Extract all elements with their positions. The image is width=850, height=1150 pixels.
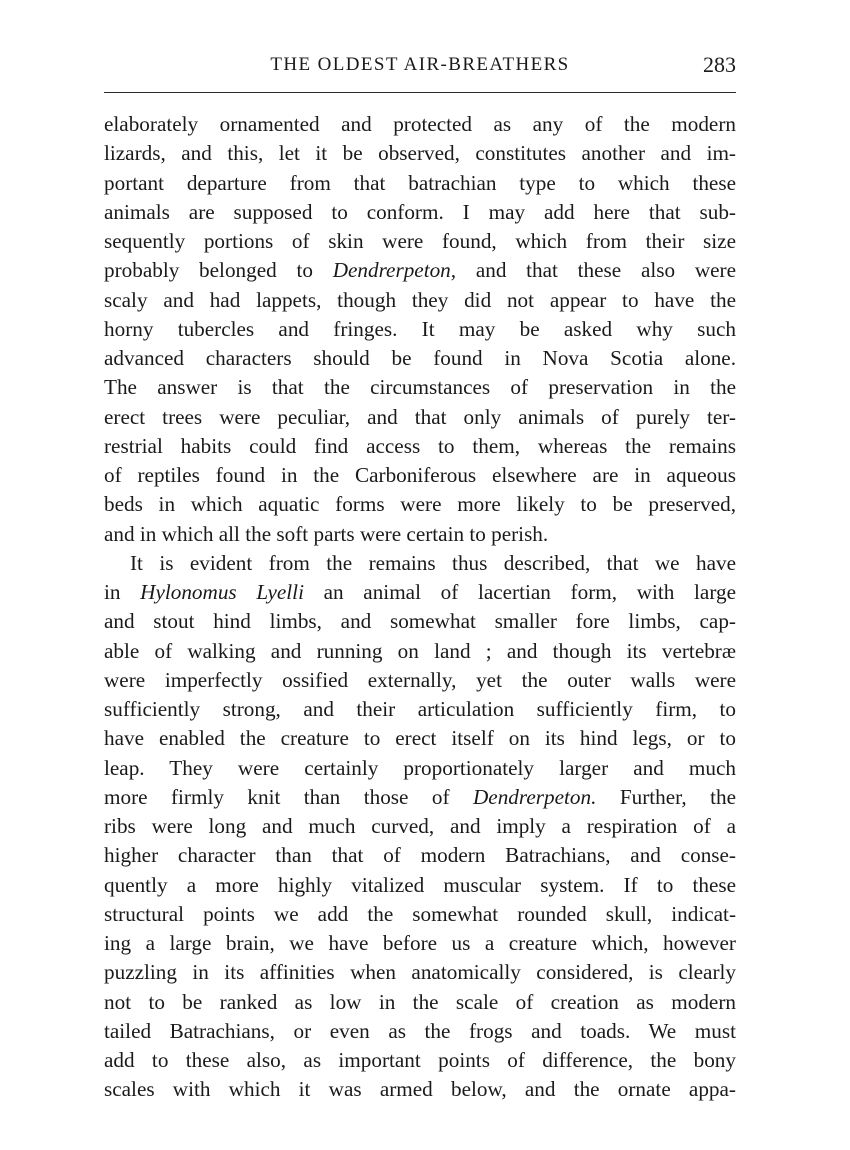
text-line: able of walking and running on land ; and though its vertebræ (104, 638, 736, 663)
text-line: and in which all the soft parts were certain to perish. (104, 521, 549, 546)
text-segment: an animal of lacertian form, with large (303, 580, 736, 604)
text-line: animals are supposed to conform. I may add here that sub- (104, 199, 736, 224)
text-line: erect trees were peculiar, and that only animals of purely ter- (104, 404, 736, 429)
running-title: THE OLDEST AIR-BREATHERS (270, 54, 570, 75)
text-line: higher character than that of modern Batrachians, and conse- (104, 843, 736, 868)
page-number: 283 (703, 52, 736, 77)
text-line: restrial habits could find access to them, whereas the remains (104, 433, 736, 458)
species-name-italic: Hylonomus Lyelli (140, 580, 304, 604)
text-line: lizards, and this, let it be observed, constitutes another and im- (104, 141, 736, 166)
text-line: ribs were long and much curved, and imply a respiration of a (104, 814, 736, 838)
text-line: elaborately ornamented and protected as any of the modern (104, 112, 736, 136)
text-segment: Further, the (596, 784, 736, 809)
text-line: ing a large brain, we have before us a creature which, however (104, 931, 736, 955)
text-line: scales with which it was armed below, and the ornate appa- (104, 1077, 736, 1102)
text-line: and stout hind limbs, and somewhat smaller fore limbs, cap- (104, 609, 736, 634)
header-rule (104, 92, 736, 93)
text-line: sufficiently strong, and their articulation sufficiently firm, to (104, 697, 736, 721)
text-line: add to these also, as important points of difference, the bony (104, 1048, 736, 1072)
text-line (104, 783, 736, 812)
text-line: scaly and had lappets, though they did not appear to have the (104, 287, 736, 312)
text-line: leap. They were certainly proportionately larger and much (104, 755, 736, 780)
text-line: structural points we add the somewhat rounded skull, indicat- (104, 901, 736, 926)
text-line: portant departure from that batrachian type to which these (104, 170, 736, 195)
text-line: horny tubercles and fringes. It may be asked why such (104, 316, 736, 341)
text-segment: in (104, 580, 141, 604)
text-line: of reptiles found in the Carboniferous elsewhere are in aqueous (104, 463, 736, 487)
body-text (104, 110, 736, 1105)
text-line: quently a more highly vitalized muscular system. If to these (104, 872, 736, 897)
running-head (104, 50, 736, 84)
genus-name-italic: Dendrerpeton. (473, 784, 597, 809)
text-line: sequently portions of skin were found, which from their size (104, 229, 736, 253)
text-line (104, 256, 736, 285)
text-line (104, 578, 736, 607)
text-line: The answer is that the circumstances of preservation in the (104, 375, 736, 400)
text-line: advanced characters should be found in Nova Scotia alone. (104, 346, 736, 370)
text-segment: probably belonged to (104, 258, 333, 283)
text-line: have enabled the creature to erect itself on its hind legs, or to (104, 726, 736, 751)
text-line: It is evident from the remains thus described, that we have (130, 550, 736, 575)
genus-name-italic: Dendrerpeton, (332, 258, 457, 283)
text-segment: more firmly knit than those of (104, 784, 473, 809)
text-line: tailed Batrachians, or even as the frogs and toads. We must (104, 1018, 736, 1043)
text-line: not to be ranked as low in the scale of creation as modern (104, 989, 736, 1014)
text-segment: and that these also were (456, 258, 736, 283)
text-line: beds in which aquatic forms were more likely to be preserved, (104, 492, 736, 517)
text-line: were imperfectly ossified externally, yet the outer walls were (104, 667, 736, 692)
text-line: puzzling in its affinities when anatomically considered, is clearly (104, 960, 736, 985)
